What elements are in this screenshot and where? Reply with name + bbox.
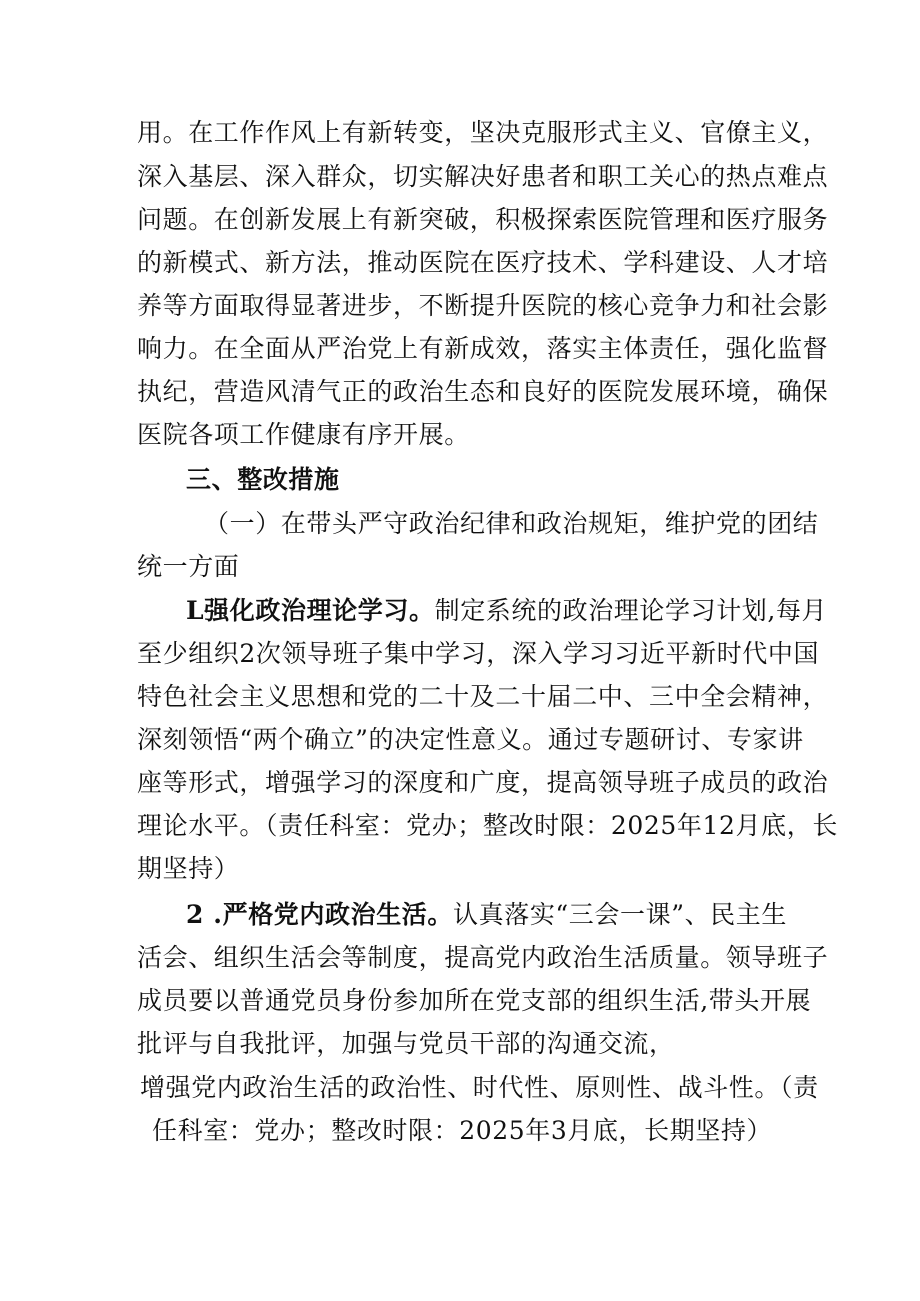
paragraph-line: 医院各项工作健康有序开展。 (137, 420, 470, 449)
paragraph-line: 深刻领悟“两个确立”的决定性意义。通过专题研讨、专家讲 (137, 725, 804, 754)
paragraph-line: 活会、组织生活会等制度，提高党内政治生活质量。领导班子 (137, 943, 829, 972)
paragraph-line: 增强党内政治生活的政治性、时代性、原则性、战斗性。（责 (140, 1073, 819, 1102)
paragraph-line: 用。在工作作风上有新转变，坚决克服形式主义、官僚主义， (137, 118, 829, 147)
paragraph-line: 成员要以普通党员身份参加所在党支部的组织生活,带头开展 (137, 986, 812, 1015)
paragraph-line: 期坚持） (137, 854, 240, 883)
item2-text: 认真落实“三会一课”、民主生 (453, 900, 787, 929)
item2-first-line (186, 898, 787, 932)
subsection-heading: （一）在带头严守政治纪律和政治规矩，维护党的团结 (204, 509, 819, 538)
paragraph-line: 任科室：党办；整改时限：2025年3月底，长期坚持） (152, 1116, 773, 1145)
paragraph-line: 执纪，营造风清气正的政治生态和良好的医院发展环境，确保 (137, 377, 829, 406)
item2-title: 2 .严格党内政治生活。 (186, 900, 454, 929)
paragraph-line: 至少组织2次领导班子集中学习，深入学习习近平新时代中国 (137, 639, 820, 668)
paragraph-line: 的新模式、新方法，推动医院在医疗技术、学科建设、人才培 (137, 248, 829, 277)
subsection-heading-cont: 统一方面 (137, 552, 240, 581)
item1-title: L强化政治理论学习。 (186, 596, 435, 625)
item1-first-line (186, 594, 827, 628)
paragraph-line: 理论水平。（责任科室：党办；整改时限：2025年12月底，长 (137, 811, 838, 840)
section-heading: 三、整改措施 (186, 465, 340, 494)
item1-text: 制定系统的政治理论学习计划,每月 (434, 596, 828, 625)
paragraph-line: 深入基层、深入群众，切实解决好患者和职工关心的热点难点 (137, 162, 829, 191)
paragraph-line: 响力。在全面从严治党上有新成效，落实主体责任，强化监督 (137, 334, 829, 363)
paragraph-line: 养等方面取得显著进步，不断提升医院的核心竞争力和社会影 (137, 291, 829, 320)
paragraph-line: 特色社会主义思想和党的二十及二十届二中、三中全会精神， (137, 682, 829, 711)
paragraph-line: 批评与自我批评，加强与党员干部的沟通交流， (137, 1029, 675, 1058)
paragraph-line: 座等形式，增强学习的深度和广度，提高领导班子成员的政治 (137, 768, 829, 797)
paragraph-line: 问题。在创新发展上有新突破，积极探索医院管理和医疗服务 (137, 205, 829, 234)
